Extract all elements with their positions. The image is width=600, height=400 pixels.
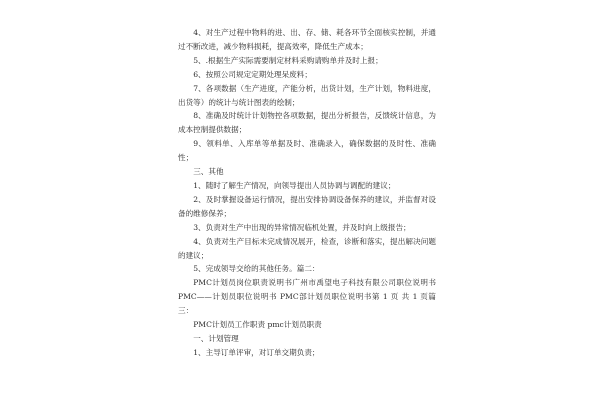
paragraph-equipment: 2、及时掌握设备运行情况，提出安排协调设备保养的建议，并监督对设备的维修保养；	[178, 194, 436, 218]
paragraph-scrap-handling: 6、按照公司规定定期处理呆废料；	[193, 69, 312, 79]
paragraph-data-entry: 9、领料单、入库单等单据及时、准确录入，确保数据的及时性、准确性；	[178, 139, 436, 163]
document-body	[178, 26, 436, 360]
paragraph-staffing: 1、随时了解生产情况，向领导提出人员协调与调配的建议；	[193, 180, 396, 190]
paragraph-exceptions: 3、负责对生产中出现的异常情况临机处置，并及时向上级报告；	[193, 222, 411, 232]
paragraph-order-review: 1、主导订单评审，对订单交期负责；	[193, 347, 320, 357]
paragraph-job-description-title: PMC计划员岗位职责说明书广州市禹望电子科技有限公司职位说明书 PMC——计划员职位说明书 PMC部计划员职位说明书第 1 页 共 1 页篇三：	[178, 278, 436, 316]
paragraph-material-control: 4、对生产过程中物料的进、出、存、储、耗各环节全面核实控制，并通过不断改进，减少物料损耗，提高效率，降低生产成本；	[178, 28, 436, 51]
paragraph-other-tasks: 5、完成领导交给的其他任务。篇二：	[193, 264, 320, 274]
section-heading-other: 三、其他	[193, 167, 224, 177]
paragraph-data-statistics: 7、各项数据（生产进度，产能分析，出货计划，生产计划，物料进度，出货等）的统计与统计图表的绘制；	[178, 83, 436, 107]
section-heading-planning: 一、计划管理	[193, 333, 239, 343]
paragraph-duties-title: PMC计划员工作职责 pmc计划员职责	[193, 320, 322, 330]
paragraph-analysis-report: 8、准确及时统计计划物控各项数据，提出分析报告，反馈统计信息，为成本控制提供数据；	[178, 111, 436, 135]
paragraph-purchase-request: 5、.根据生产实际需要制定材料采购请购单并及时上报；	[193, 55, 383, 65]
paragraph-targets: 4、负责对生产目标未完成情况展开，检查，诊断和落实，提出解决问题的建议；	[178, 236, 436, 260]
